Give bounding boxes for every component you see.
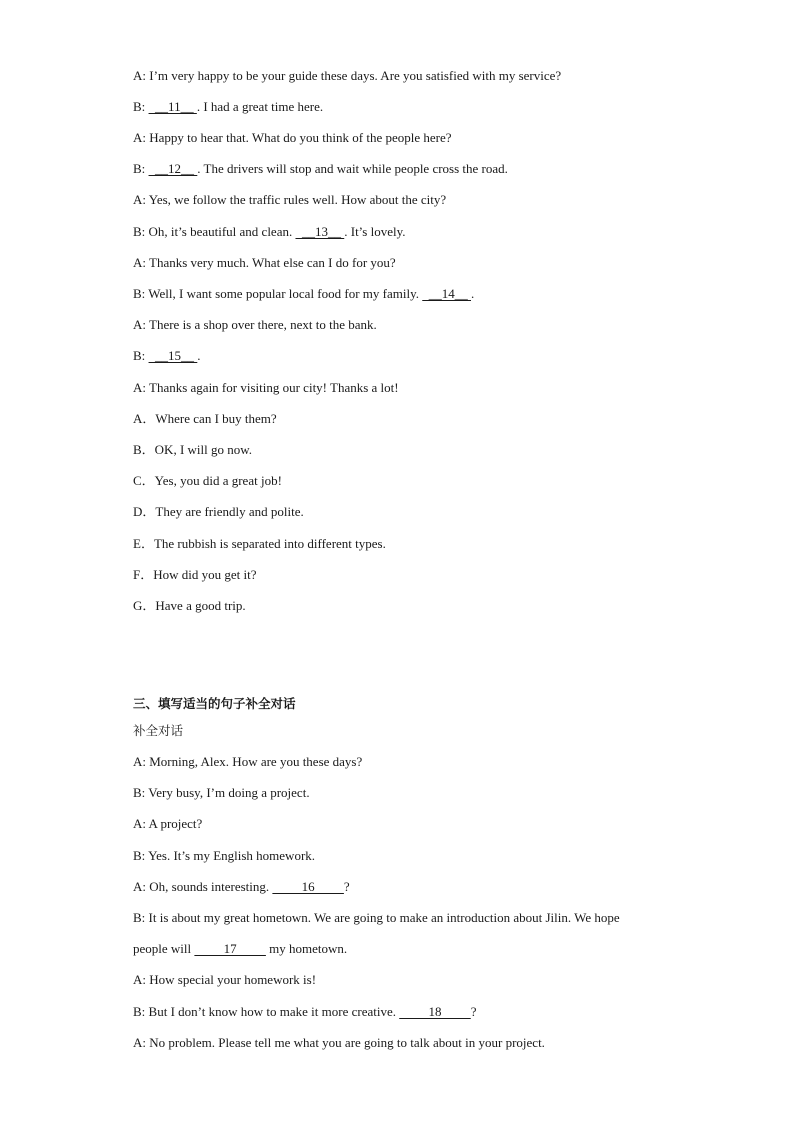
option-text: OK, I will go now.: [154, 442, 253, 457]
line-text: Happy to hear that. What do you think of the people here?: [146, 130, 452, 145]
dialogue-line: [133, 380, 399, 396]
dialogue-line: [133, 255, 396, 271]
dialogue-line: [133, 130, 452, 146]
dialogue-line: [133, 785, 310, 801]
speaker: B:: [133, 99, 146, 114]
option-d[interactable]: [133, 504, 304, 520]
option-text: How did you get it?: [153, 567, 257, 582]
line-text: .: [471, 286, 475, 301]
option-c[interactable]: [133, 473, 282, 489]
dialogue-line: [133, 879, 350, 895]
dialogue-line: [133, 972, 316, 988]
answer-blank-12[interactable]: __12__: [148, 161, 198, 176]
dialogue-line: [133, 161, 508, 177]
option-g[interactable]: [133, 598, 246, 614]
option-text: Have a good trip.: [155, 598, 246, 613]
answer-blank-14[interactable]: __14__: [422, 286, 471, 301]
line-text: people will: [133, 941, 195, 956]
speaker: A:: [133, 1035, 146, 1050]
option-letter: F．: [133, 567, 154, 582]
line-text: ?: [343, 879, 350, 894]
line-text: Oh, sounds interesting.: [146, 879, 273, 894]
speaker: A:: [133, 68, 146, 83]
answer-blank-17[interactable]: 17: [194, 941, 266, 956]
dialogue-line: [133, 1004, 477, 1020]
section-subheading: 补全对话: [133, 723, 184, 738]
option-text: Yes, you did a great job!: [154, 473, 282, 488]
answer-blank-13[interactable]: __13__: [295, 224, 345, 239]
option-b[interactable]: [133, 442, 252, 458]
speaker: A:: [133, 816, 146, 831]
line-text: A project?: [146, 816, 203, 831]
line-text: Well, I want some popular local food for my family.: [145, 286, 423, 301]
option-text: The rubbish is separated into different types.: [153, 536, 386, 551]
line-text: Oh, it’s beautiful and clean.: [145, 224, 296, 239]
line-text: But I don’t know how to make it more creative.: [145, 1004, 400, 1019]
speaker: A:: [133, 317, 146, 332]
option-letter: E．: [133, 536, 154, 551]
dialogue-line: [133, 348, 201, 364]
speaker: B:: [133, 224, 146, 239]
line-text: ?: [470, 1004, 477, 1019]
speaker: B:: [133, 1004, 146, 1019]
speaker: B:: [133, 785, 146, 800]
line-text: my hometown.: [265, 941, 348, 956]
line-text: .: [197, 348, 201, 363]
option-text: They are friendly and polite.: [155, 504, 304, 519]
speaker: B:: [133, 161, 146, 176]
line-text: There is a shop over there, next to the bank.: [146, 317, 377, 332]
dialogue-line: [133, 910, 620, 926]
line-text: . The drivers will stop and wait while people cross the road.: [197, 161, 508, 176]
line-text: It is about my great hometown. We are going to make an introduction about Jilin. We hope: [145, 910, 620, 925]
answer-blank-11[interactable]: __11__: [148, 99, 197, 114]
speaker: A:: [133, 380, 146, 395]
speaker: B:: [133, 910, 146, 925]
speaker: A:: [133, 192, 146, 207]
line-text: Thanks very much. What else can I do for you?: [146, 255, 396, 270]
speaker: B:: [133, 348, 146, 363]
option-a[interactable]: [133, 411, 277, 427]
option-letter: D．: [133, 504, 156, 519]
dialogue-line: [133, 99, 323, 115]
line-text: . I had a great time here.: [196, 99, 324, 114]
speaker: B:: [133, 848, 146, 863]
option-letter: G．: [133, 598, 156, 613]
dialogue-line: [133, 192, 446, 208]
answer-blank-18[interactable]: 18: [399, 1004, 471, 1019]
speaker: A:: [133, 879, 146, 894]
dialogue-line: [133, 816, 202, 832]
option-letter: A．: [133, 411, 156, 426]
line-text: Morning, Alex. How are you these days?: [146, 754, 363, 769]
dialogue-line: [133, 224, 406, 240]
option-text: Where can I buy them?: [155, 411, 277, 426]
answer-blank-15[interactable]: __15__: [148, 348, 198, 363]
dialogue-line: [133, 848, 315, 864]
option-letter: C．: [133, 473, 155, 488]
line-text: Yes. It’s my English homework.: [145, 848, 316, 863]
line-text: I’m very happy to be your guide these days. Are you satisfied with my service?: [146, 68, 562, 83]
option-letter: B．: [133, 442, 155, 457]
line-text: Yes, we follow the traffic rules well. How about the city?: [146, 192, 447, 207]
dialogue-line: [133, 68, 561, 84]
speaker: A:: [133, 972, 146, 987]
dialogue-line: [133, 286, 474, 302]
option-f[interactable]: [133, 567, 257, 583]
speaker: A:: [133, 130, 146, 145]
line-text: No problem. Please tell me what you are going to talk about in your project.: [146, 1035, 545, 1050]
line-text: Very busy, I’m doing a project.: [145, 785, 310, 800]
line-text: . It’s lovely.: [344, 224, 406, 239]
answer-blank-16[interactable]: 16: [272, 879, 344, 894]
speaker: A:: [133, 255, 146, 270]
line-text: Thanks again for visiting our city! Thanks a lot!: [146, 380, 399, 395]
option-e[interactable]: [133, 536, 386, 552]
dialogue-line: [133, 941, 347, 957]
speaker: A:: [133, 754, 146, 769]
dialogue-line: [133, 1035, 545, 1051]
line-text: How special your homework is!: [146, 972, 317, 987]
dialogue-line: [133, 317, 377, 333]
speaker: B:: [133, 286, 146, 301]
section-heading: 三、填写适当的句子补全对话: [133, 696, 296, 711]
dialogue-line: [133, 754, 362, 770]
